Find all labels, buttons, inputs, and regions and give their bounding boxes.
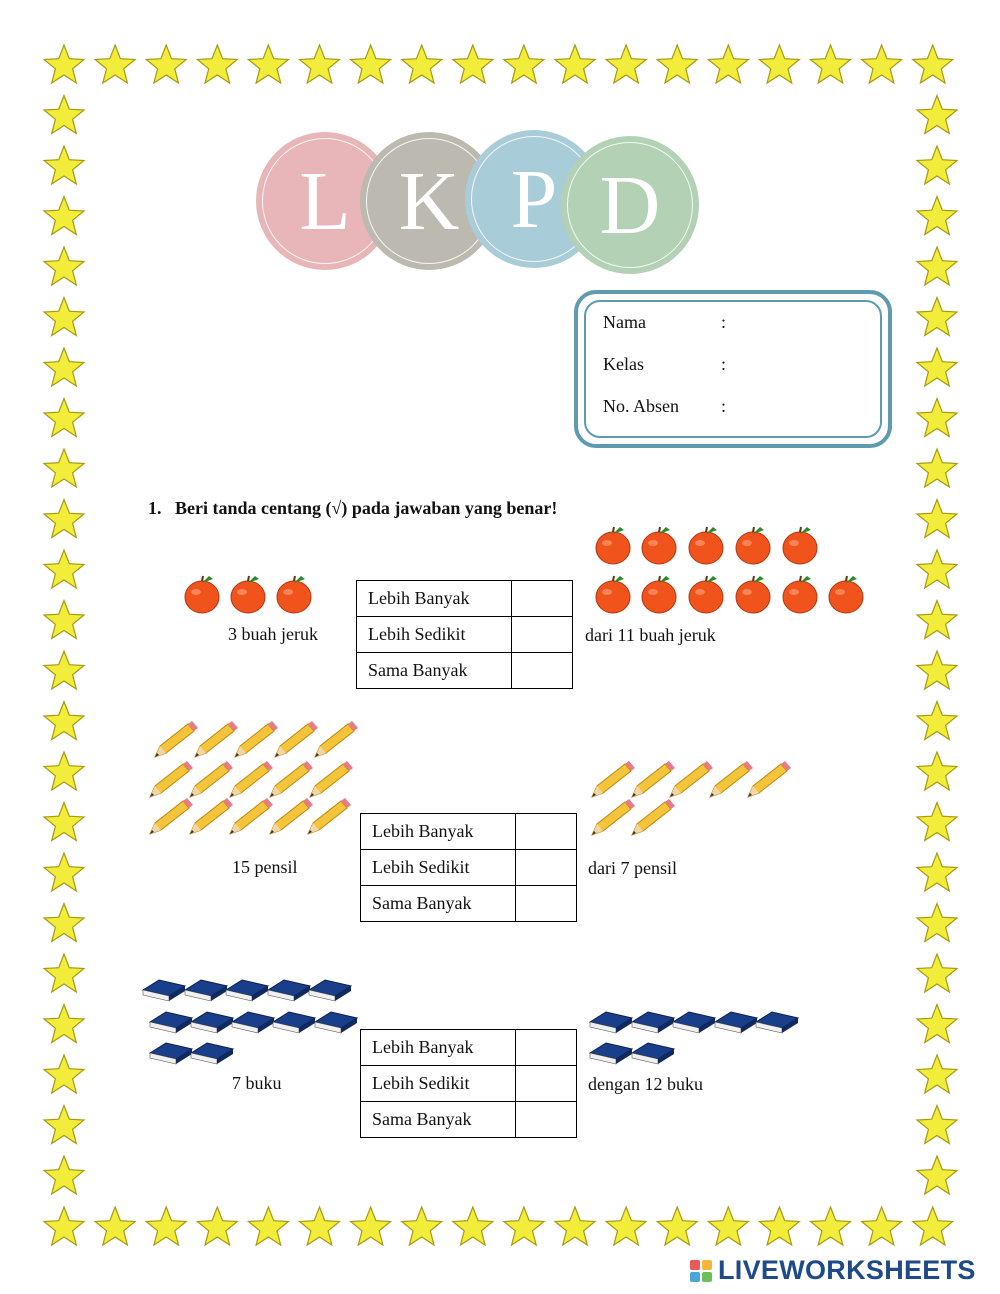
orange-icon <box>689 576 723 613</box>
option-row <box>361 1066 577 1102</box>
option-less-checkbox[interactable] <box>512 617 573 653</box>
option-row <box>361 1102 577 1138</box>
option-more-checkbox[interactable] <box>516 814 577 850</box>
pencil-icon <box>632 761 675 797</box>
absen-input[interactable]: : <box>721 396 727 416</box>
book-icon <box>590 1012 632 1033</box>
orange-icon <box>642 527 676 564</box>
pencil-icon <box>150 798 193 834</box>
orange-icon <box>736 527 770 564</box>
pencil-icon <box>150 761 193 797</box>
option-less-label: Lebih Sedikit <box>361 850 516 886</box>
item3-left-label: 7 buku <box>232 1073 282 1093</box>
pencil-icon <box>748 761 791 797</box>
orange-icon <box>277 576 311 613</box>
book-icon <box>632 1043 674 1064</box>
liveworksheets-brand[interactable]: LIVEWORKSHEETS <box>718 1255 976 1285</box>
name-label: Nama <box>603 312 646 332</box>
orange-icon <box>783 527 817 564</box>
orange-icon <box>596 576 630 613</box>
pencil-icon <box>155 721 198 757</box>
pencil-icon <box>195 721 238 757</box>
option-less-label: Lebih Sedikit <box>357 617 512 653</box>
pencil-icon <box>230 798 273 834</box>
orange-icon <box>783 576 817 613</box>
book-icon <box>232 1012 274 1033</box>
option-equal-label: Sama Banyak <box>361 1102 516 1138</box>
orange-icon <box>689 527 723 564</box>
option-row <box>357 653 573 689</box>
book-icon <box>673 1012 715 1033</box>
orange-icon <box>829 576 863 613</box>
pencil-icon <box>670 761 713 797</box>
option-equal-label: Sama Banyak <box>361 886 516 922</box>
pencil-icon <box>632 799 675 835</box>
option-less-checkbox[interactable] <box>516 1066 577 1102</box>
item3-right-label: dengan 12 buku <box>588 1074 703 1094</box>
pencil-icon <box>235 721 278 757</box>
orange-icon <box>642 576 676 613</box>
liveworksheets-logo-icon <box>690 1260 712 1282</box>
option-less-checkbox[interactable] <box>516 850 577 886</box>
option-row <box>361 814 577 850</box>
option-row <box>357 581 573 617</box>
orange-icon <box>231 576 265 613</box>
title-circle-k: K <box>360 132 498 270</box>
pencil-icon <box>270 761 313 797</box>
question-text: Beri tanda centang (√) pada jawaban yang benar! <box>175 498 558 518</box>
orange-icon <box>185 576 219 613</box>
option-equal-checkbox[interactable] <box>516 1102 577 1138</box>
option-equal-checkbox[interactable] <box>516 886 577 922</box>
option-row <box>357 617 573 653</box>
pencil-icon <box>592 761 635 797</box>
class-input[interactable]: : <box>721 354 727 374</box>
book-icon <box>150 1043 192 1064</box>
pencil-icon <box>230 761 273 797</box>
book-icon <box>143 980 185 1001</box>
item1-options <box>356 580 573 689</box>
option-equal-checkbox[interactable] <box>512 653 573 689</box>
pencil-icon <box>710 761 753 797</box>
pencil-icon <box>592 799 635 835</box>
option-more-label: Lebih Banyak <box>361 814 516 850</box>
book-icon <box>273 1012 315 1033</box>
book-icon <box>309 980 351 1001</box>
option-equal-label: Sama Banyak <box>357 653 512 689</box>
pencil-icon <box>270 798 313 834</box>
book-icon <box>150 1012 192 1033</box>
title-circle-p: P <box>465 130 603 268</box>
item2-right-label: dari 7 pensil <box>588 858 677 878</box>
title-circle-d: D <box>561 136 699 274</box>
name-input[interactable]: : <box>721 312 727 332</box>
option-row <box>361 850 577 886</box>
pencil-icon <box>310 761 353 797</box>
book-icon <box>191 1012 233 1033</box>
item3-options <box>360 1029 577 1138</box>
item1-left-label: 3 buah jeruk <box>228 624 318 644</box>
book-icon <box>632 1012 674 1033</box>
option-row <box>361 1030 577 1066</box>
pencil-icon <box>315 721 358 757</box>
option-more-label: Lebih Banyak <box>357 581 512 617</box>
pencil-icon <box>190 761 233 797</box>
option-more-label: Lebih Banyak <box>361 1030 516 1066</box>
book-icon <box>191 1043 233 1064</box>
option-more-checkbox[interactable] <box>516 1030 577 1066</box>
absen-label: No. Absen <box>603 396 679 416</box>
option-row <box>361 886 577 922</box>
pencil-icon <box>190 798 233 834</box>
option-more-checkbox[interactable] <box>512 581 573 617</box>
book-icon <box>315 1012 357 1033</box>
book-icon <box>226 980 268 1001</box>
orange-icon <box>736 576 770 613</box>
orange-icon <box>596 527 630 564</box>
question-number: 1. <box>148 498 162 518</box>
pencil-icon <box>308 798 351 834</box>
item2-options <box>360 813 577 922</box>
book-icon <box>756 1012 798 1033</box>
book-icon <box>268 980 310 1001</box>
class-label: Kelas <box>603 354 644 374</box>
item2-left-label: 15 pensil <box>232 857 298 877</box>
item1-right-label: dari 11 buah jeruk <box>585 625 716 645</box>
book-icon <box>590 1043 632 1064</box>
book-icon <box>715 1012 757 1033</box>
title-circle-l: L <box>256 132 394 270</box>
option-less-label: Lebih Sedikit <box>361 1066 516 1102</box>
book-icon <box>185 980 227 1001</box>
pencil-icon <box>275 721 318 757</box>
